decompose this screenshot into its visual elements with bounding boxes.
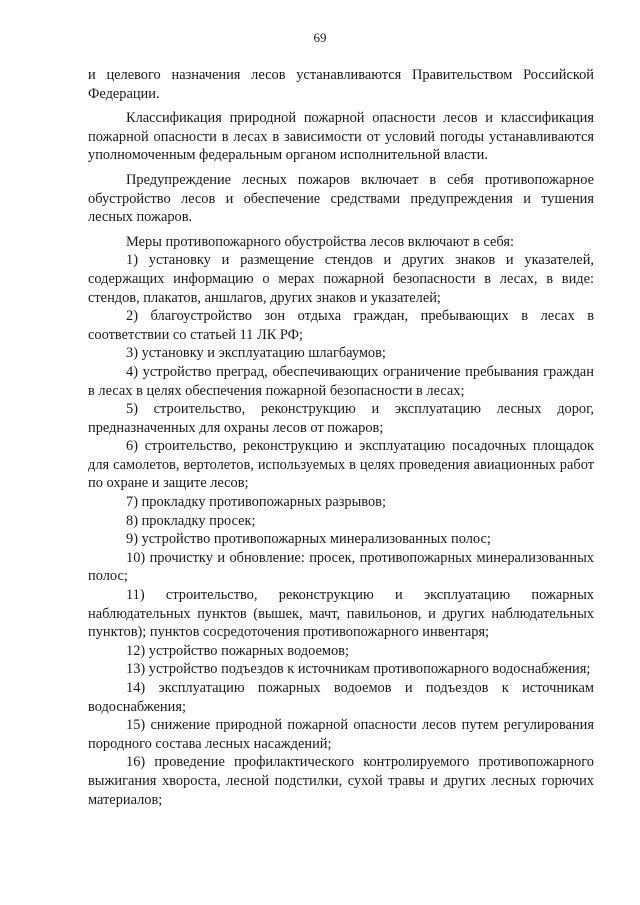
list-item: 12) устройство пожарных водоемов; xyxy=(126,642,349,659)
document-body xyxy=(88,66,594,809)
list-item: 2) благоустройство зон отдыха граждан, пребывающих в лесах в соответствии со статьей 11 ЛК РФ; xyxy=(88,308,594,343)
list-item: 10) прочистку и обновление: просек, противопожарных минерализованных полос; xyxy=(88,549,594,585)
paragraph: Предупреждение лесных пожаров включает в себя противопожарное обустройство лесов и обеспечение средствами предупреждения и тушения лесных пожаров. xyxy=(88,171,594,226)
list-item: 3) установку и эксплуатацию шлагбаумов; xyxy=(126,345,386,362)
page-number: 69 xyxy=(313,30,327,45)
list-item: 11) строительство, реконструкцию и эксплуатацию пожарных наблюдательных пунктов (вышек, мачт, павильонов, и других наблюдательных пунктов); пунктов сосредоточения противопожарного инвентаря; xyxy=(88,587,594,641)
paragraph: Классификация природной пожарной опасности лесов и классификация пожарной опасности в лесах в зависимости от условий погоды устанавливаются уполномоченным федеральным органом исполнительной власти. xyxy=(88,110,594,164)
list-item: 6) строительство, реконструкцию и эксплуатацию посадочных площадок для самолетов, вертолетов, используемых в целях проведения авиационных работ по охране и защите лесов; xyxy=(88,438,594,492)
list-item: 7) прокладку противопожарных разрывов; xyxy=(126,494,386,511)
paragraph: и целевого назначения лесов устанавливаются Правительством Российской Федерации. xyxy=(88,67,594,102)
list-item: 15) снижение природной пожарной опасности лесов путем регулирования породного состава лесных насаждений; xyxy=(88,717,594,752)
list-item: 1) установку и размещение стендов и других знаков и указателей, содержащих информацию о мерах пожарной безопасности в лесах, в виде: стендов, плакатов, аншлагов, других знаков и указателей; xyxy=(88,252,594,306)
list-item: 4) устройство преград, обеспечивающих ограничение пребывания граждан в лесах в целях обеспечения пожарной безопасности в лесах; xyxy=(88,363,594,399)
paragraph: Меры противопожарного обустройства лесов включают в себя: xyxy=(126,233,514,250)
list-item: 13) устройство подъездов к источникам противопожарного водоснабжения; xyxy=(126,661,591,678)
list-item: 9) устройство противопожарных минерализованных полос; xyxy=(126,531,491,548)
list-item: 5) строительство, реконструкцию и эксплуатацию лесных дорог, предназначенных для охраны лесов от пожаров; xyxy=(88,401,594,436)
list-item: 14) эксплуатацию пожарных водоемов и подъездов к источникам водоснабжения; xyxy=(88,680,594,715)
list-item: 16) проведение профилактического контролируемого противопожарного выжигания хвороста, лесной подстилки, сухой травы и других лесных горючих материалов; xyxy=(88,754,594,808)
list-item: 8) прокладку просек; xyxy=(126,512,256,529)
